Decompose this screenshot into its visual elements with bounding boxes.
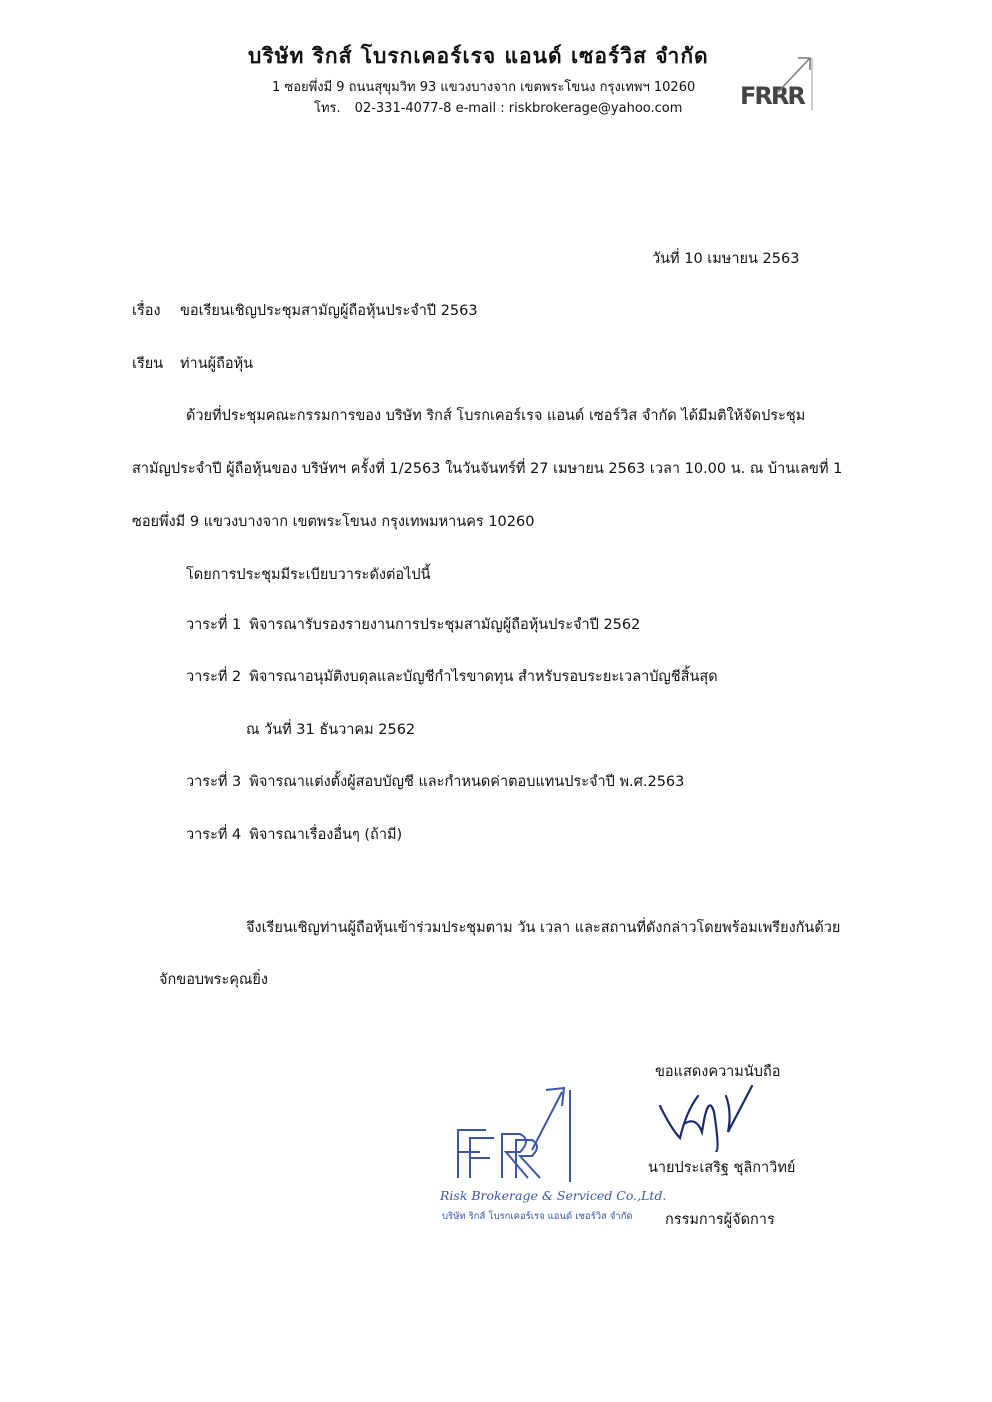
- agenda-text: พิจารณาเรื่องอื่นๆ (ถ้ามี): [249, 827, 403, 843]
- closing-line-1: จึงเรียนเชิญท่านผู้ถือหุ้นเข้าร่วมประชุมตาม วัน เวลา และสถานที่ดังกล่าวโดยพร้อมเพรียงกันด้วย: [246, 920, 841, 936]
- agenda-item-4: [186, 823, 402, 846]
- stamp-english-name: Risk Brokerage & Serviced Co.,Ltd.: [440, 1188, 667, 1203]
- body-line-2: สามัญประจำปี ผู้ถือหุ้นของ บริษัทฯ ครั้งที่ 1/2563 ในวันจันทร์ที่ 27 เมษายน 2563 เวลา 10.00 น. ณ บ้านเลขที่ 1: [132, 461, 843, 477]
- letter-subject: [132, 299, 478, 322]
- handwritten-signature-icon: [656, 1072, 766, 1152]
- agenda-text: พิจารณาอนุมัติงบดุลและบัญชีกำไรขาดทุน สำหรับรอบระยะเวลาบัญชีสิ้นสุด: [249, 669, 718, 685]
- agenda-label: วาระที่ 2: [186, 669, 242, 685]
- agenda-text: พิจารณาแต่งตั้งผู้สอบบัญชี และกำหนดค่าตอบแทนประจำปี พ.ศ.2563: [249, 774, 685, 790]
- agenda-intro: โดยการประชุมมีระเบียบวาระดังต่อไปนี้: [186, 567, 431, 583]
- stamp-thai-name: บริษัท ริกส์ โบรกเคอร์เรจ แอนด์ เซอร์วิส จำกัด: [442, 1211, 633, 1222]
- letter-date: วันที่ 10 เมษายน 2563: [652, 251, 800, 267]
- subject-text: ขอเรียนเชิญประชุมสามัญผู้ถือหุ้นประจำปี 2563: [180, 303, 478, 319]
- subject-label: เรื่อง: [132, 303, 161, 319]
- recipient-text: ท่านผู้ถือหุ้น: [180, 356, 254, 372]
- agenda-label: วาระที่ 4: [186, 827, 242, 843]
- signer-name: นายประเสริฐ ชุลิกาวิทย์: [648, 1160, 796, 1176]
- agenda-label: วาระที่ 3: [186, 774, 242, 790]
- agenda-item-1: [186, 613, 640, 636]
- signer-position: กรรมการผู้จัดการ: [665, 1212, 775, 1228]
- rbs-logo-icon: [738, 52, 816, 114]
- company-name: บริษัท ริกส์ โบรกเคอร์เรจ แอนด์ เซอร์วิส จำกัด: [248, 44, 709, 68]
- company-stamp-icon: [436, 1078, 616, 1228]
- company-contact: [314, 97, 682, 118]
- closing-line-2: จักขอบพระคุณยิ่ง: [159, 972, 268, 988]
- agenda-text: พิจารณารับรองรายงานการประชุมสามัญผู้ถือหุ้นประจำปี 2562: [249, 617, 641, 633]
- body-line-1: ด้วยที่ประชุมคณะกรรมการของ บริษัท ริกส์ โบรกเคอร์เรจ แอนด์ เซอร์วิส จำกัด ได้มีมติให้จัดประชุม: [186, 408, 806, 424]
- agenda-label: วาระที่ 1: [186, 617, 242, 633]
- agenda-item-2: [186, 665, 718, 688]
- phone-label: โทร.: [314, 101, 341, 116]
- regards-text: ขอแสดงความนับถือ: [655, 1064, 781, 1080]
- svg-text:FRRR: FRRR: [740, 82, 804, 110]
- agenda-item-2-continuation: ณ วันที่ 31 ธันวาคม 2562: [246, 722, 416, 738]
- body-line-3: ซอยพึ่งมี 9 แขวงบางจาก เขตพระโขนง กรุงเทพมหานคร 10260: [132, 514, 535, 530]
- letter-recipient: [132, 352, 253, 375]
- recipient-label: เรียน: [132, 356, 164, 372]
- phone-email: 02-331-4077-8 e-mail : riskbrokerage@yahoo.com: [354, 101, 683, 116]
- company-address: 1 ซอยพึ่งมี 9 ถนนสุขุมวิท 93 แขวงบางจาก เขตพระโขนง กรุงเทพฯ 10260: [272, 80, 696, 95]
- agenda-item-3: [186, 770, 684, 793]
